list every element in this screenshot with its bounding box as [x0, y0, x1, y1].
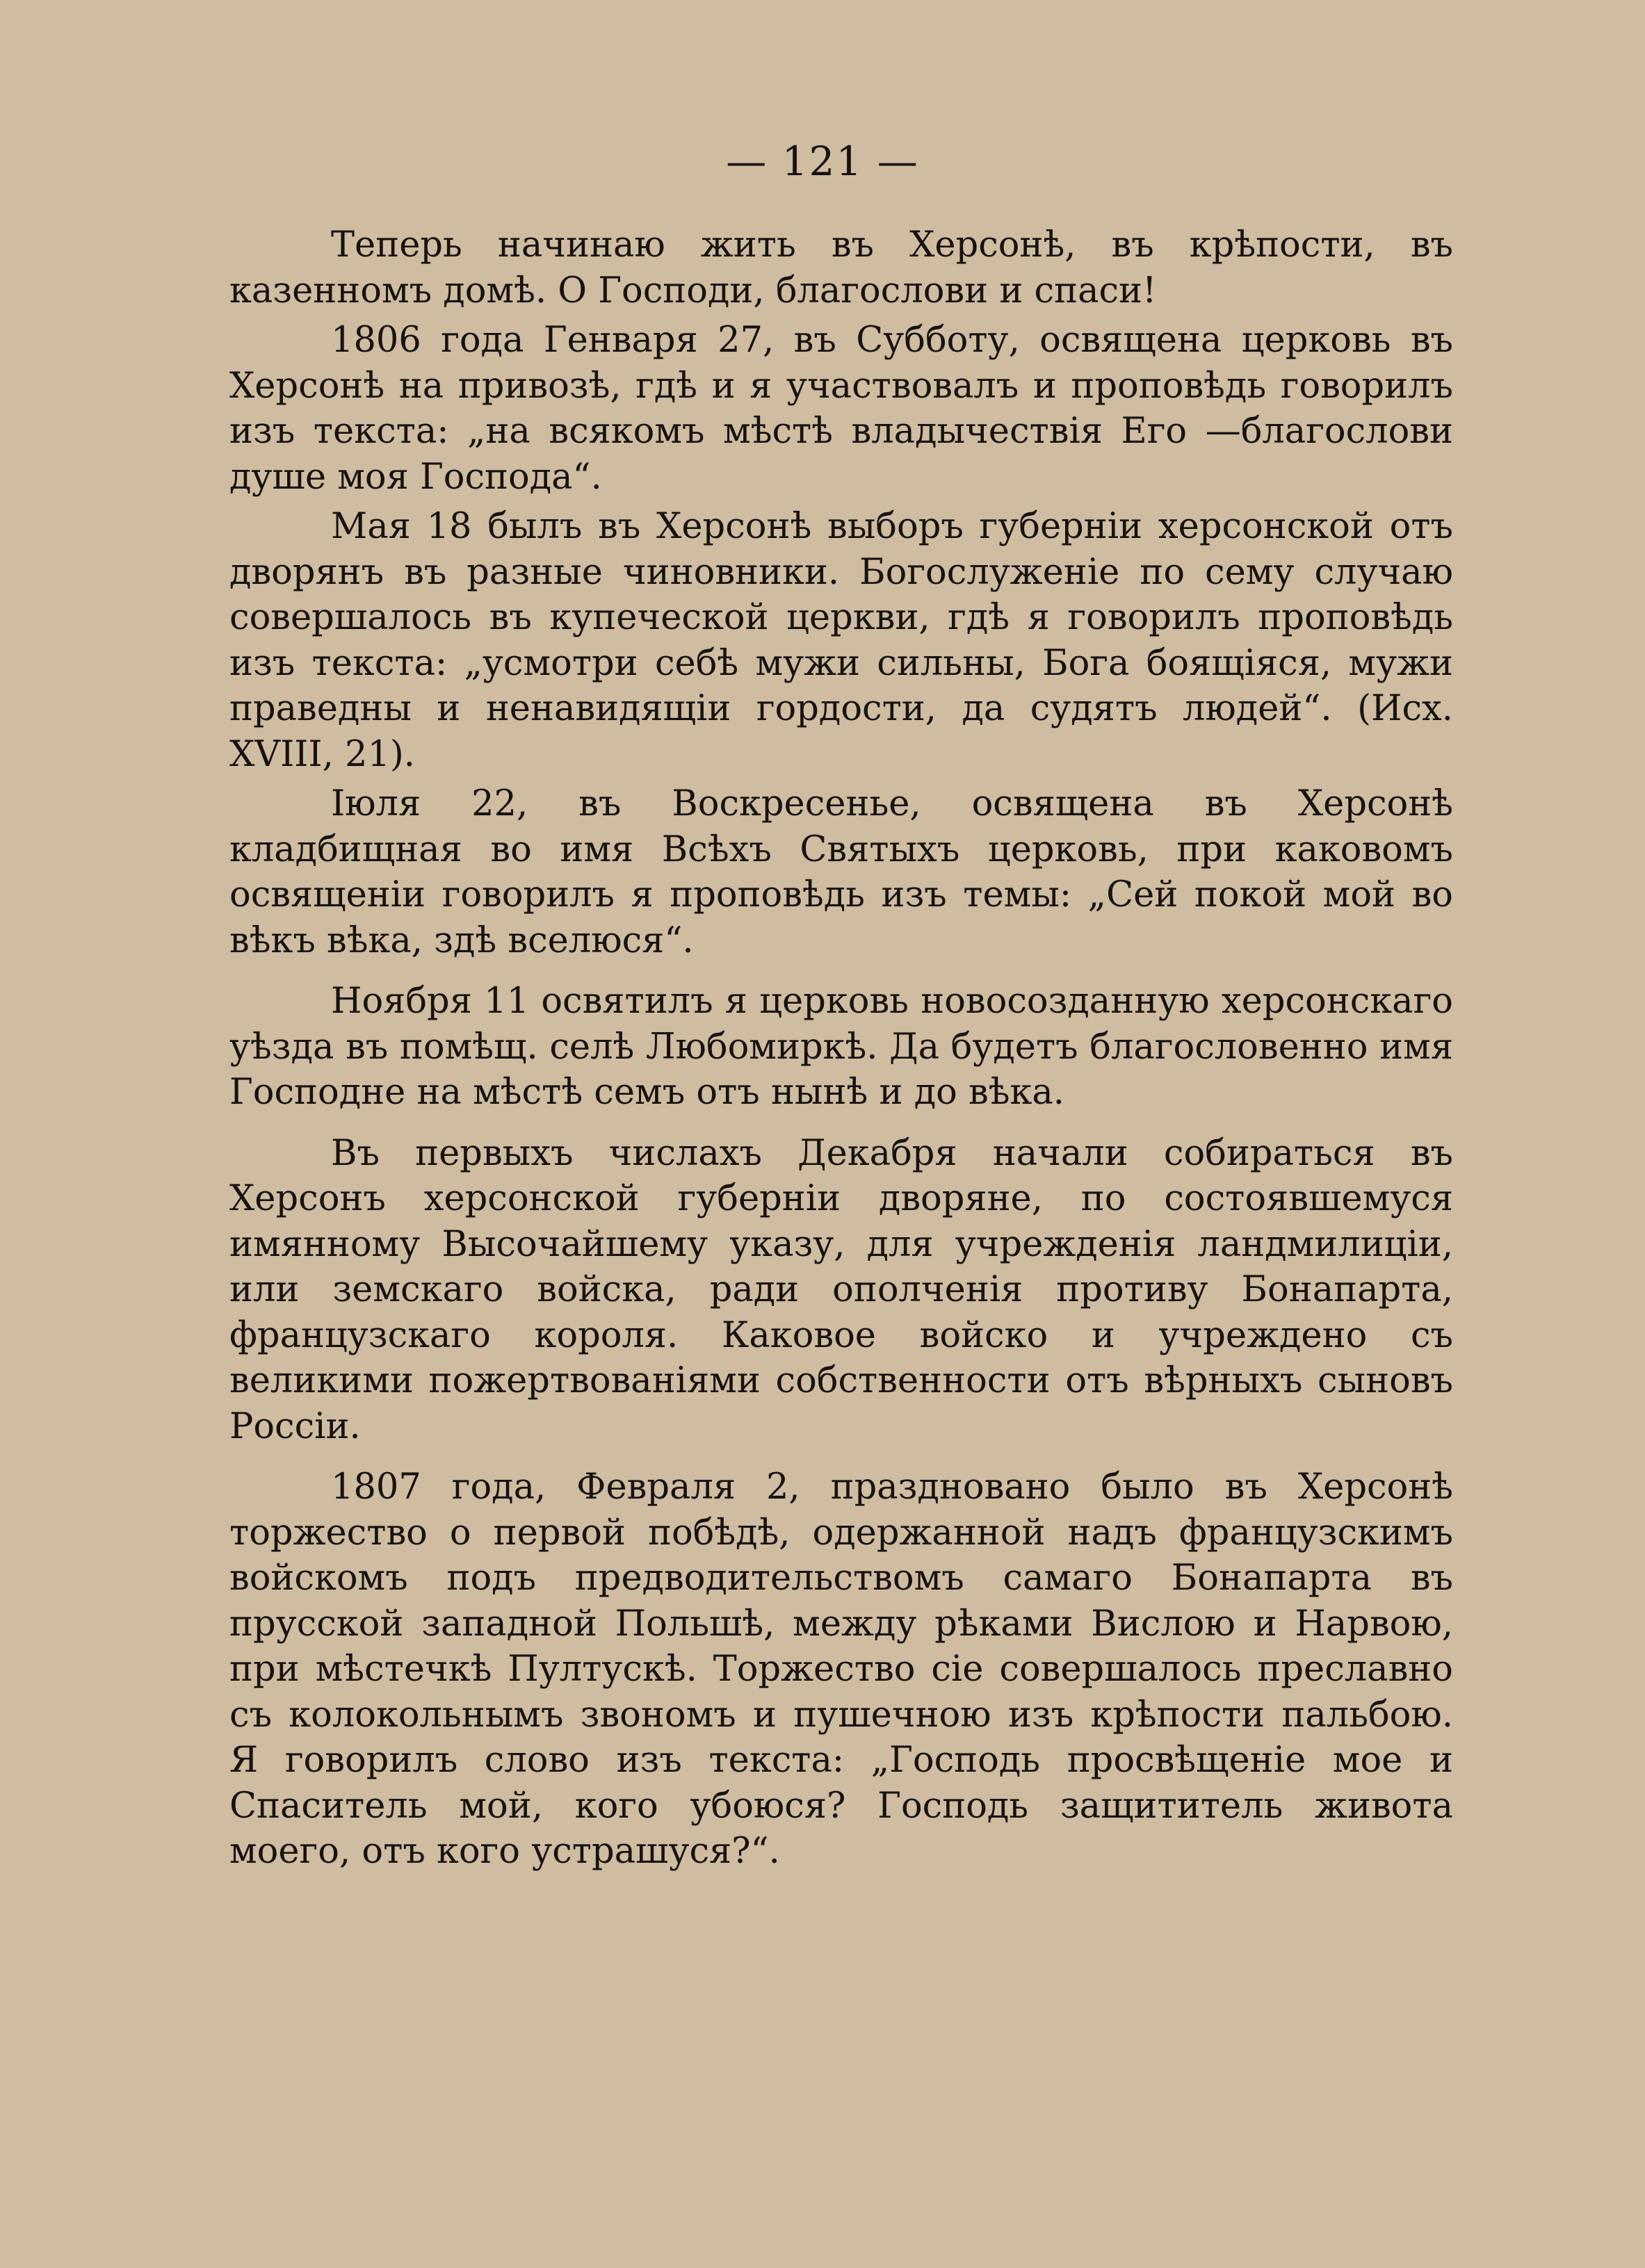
paragraph-4: Іюля 22, въ Воскресенье, освящена въ Херсонѣ кладбищная во имя Всѣхъ Святыхъ церковь, при каковомъ освященіи говорилъ я проповѣдь изъ темы: „Сей покой мой во вѣкъ вѣка, здѣ вселюся“. [229, 783, 1453, 961]
paragraph-3: Мая 18 былъ въ Херсонѣ выборъ губерніи херсонской отъ дворянъ въ разные чиновники. Богослуженіе по сему случаю совершалось въ купеческой церкви, гдѣ я говорилъ проповѣдь изъ текста: „усмотри себѣ мужи сильны, Бога боящіяся, мужи праведны и ненавидящіи гордости, да судятъ людей“. (Исх. XVIII, 21). [229, 506, 1453, 775]
body-text [229, 222, 1453, 1875]
page-number: — 121 — [726, 138, 919, 185]
paragraph-6: Въ первыхъ числахъ Декабря начали собираться въ Херсонъ херсонской губерніи дворяне, по состоявшемуся имянному Высочайшему указу, для учрежденія ландмилиціи, или земскаго войска, ради ополченія противу Бонапарта, французскаго короля. Каковое войско и учреждено съ великими пожертвованіями собственности отъ вѣрныхъ сыновъ Россіи. [229, 1132, 1453, 1447]
paragraph-7: 1807 года, Февраля 2, праздновано было въ Херсонѣ торжество о первой побѣдѣ, одержанной надъ французскимъ войскомъ подъ предводительствомъ самаго Бонапарта въ прусской западной Польшѣ, между рѣками Вислою и Нарвою, при мѣстечкѣ Пултускѣ. Торжество сіе совершалось преславно съ колокольнымъ звономъ и пушечною изъ крѣпости пальбою. Я говорилъ слово изъ текста: „Господь просвѣщеніе мое и Спаситель мой, кого убоюся? Господь защититель живота моего, отъ кого устрашуся?“. [229, 1467, 1453, 1872]
paragraph-2: 1806 года Генваря 27, въ Субботу, освящена церковь въ Херсонѣ на привозѣ, гдѣ и я участвовалъ и проповѣдь говорилъ изъ текста: „на всякомъ мѣстѣ владычествія Его —благослови душе моя Господа“. [229, 320, 1453, 498]
paragraph-5: Ноября 11 освятилъ я церковь новосозданную херсонскаго уѣзда въ помѣщ. селѣ Любомиркѣ. Да будетъ благословенно имя Господне на мѣстѣ семъ отъ нынѣ и до вѣка. [229, 981, 1453, 1113]
paragraph-1: Теперь начинаю жить въ Херсонѣ, въ крѣпости, въ казенномъ домѣ. О Господи, благослови и спаси! [229, 225, 1453, 311]
